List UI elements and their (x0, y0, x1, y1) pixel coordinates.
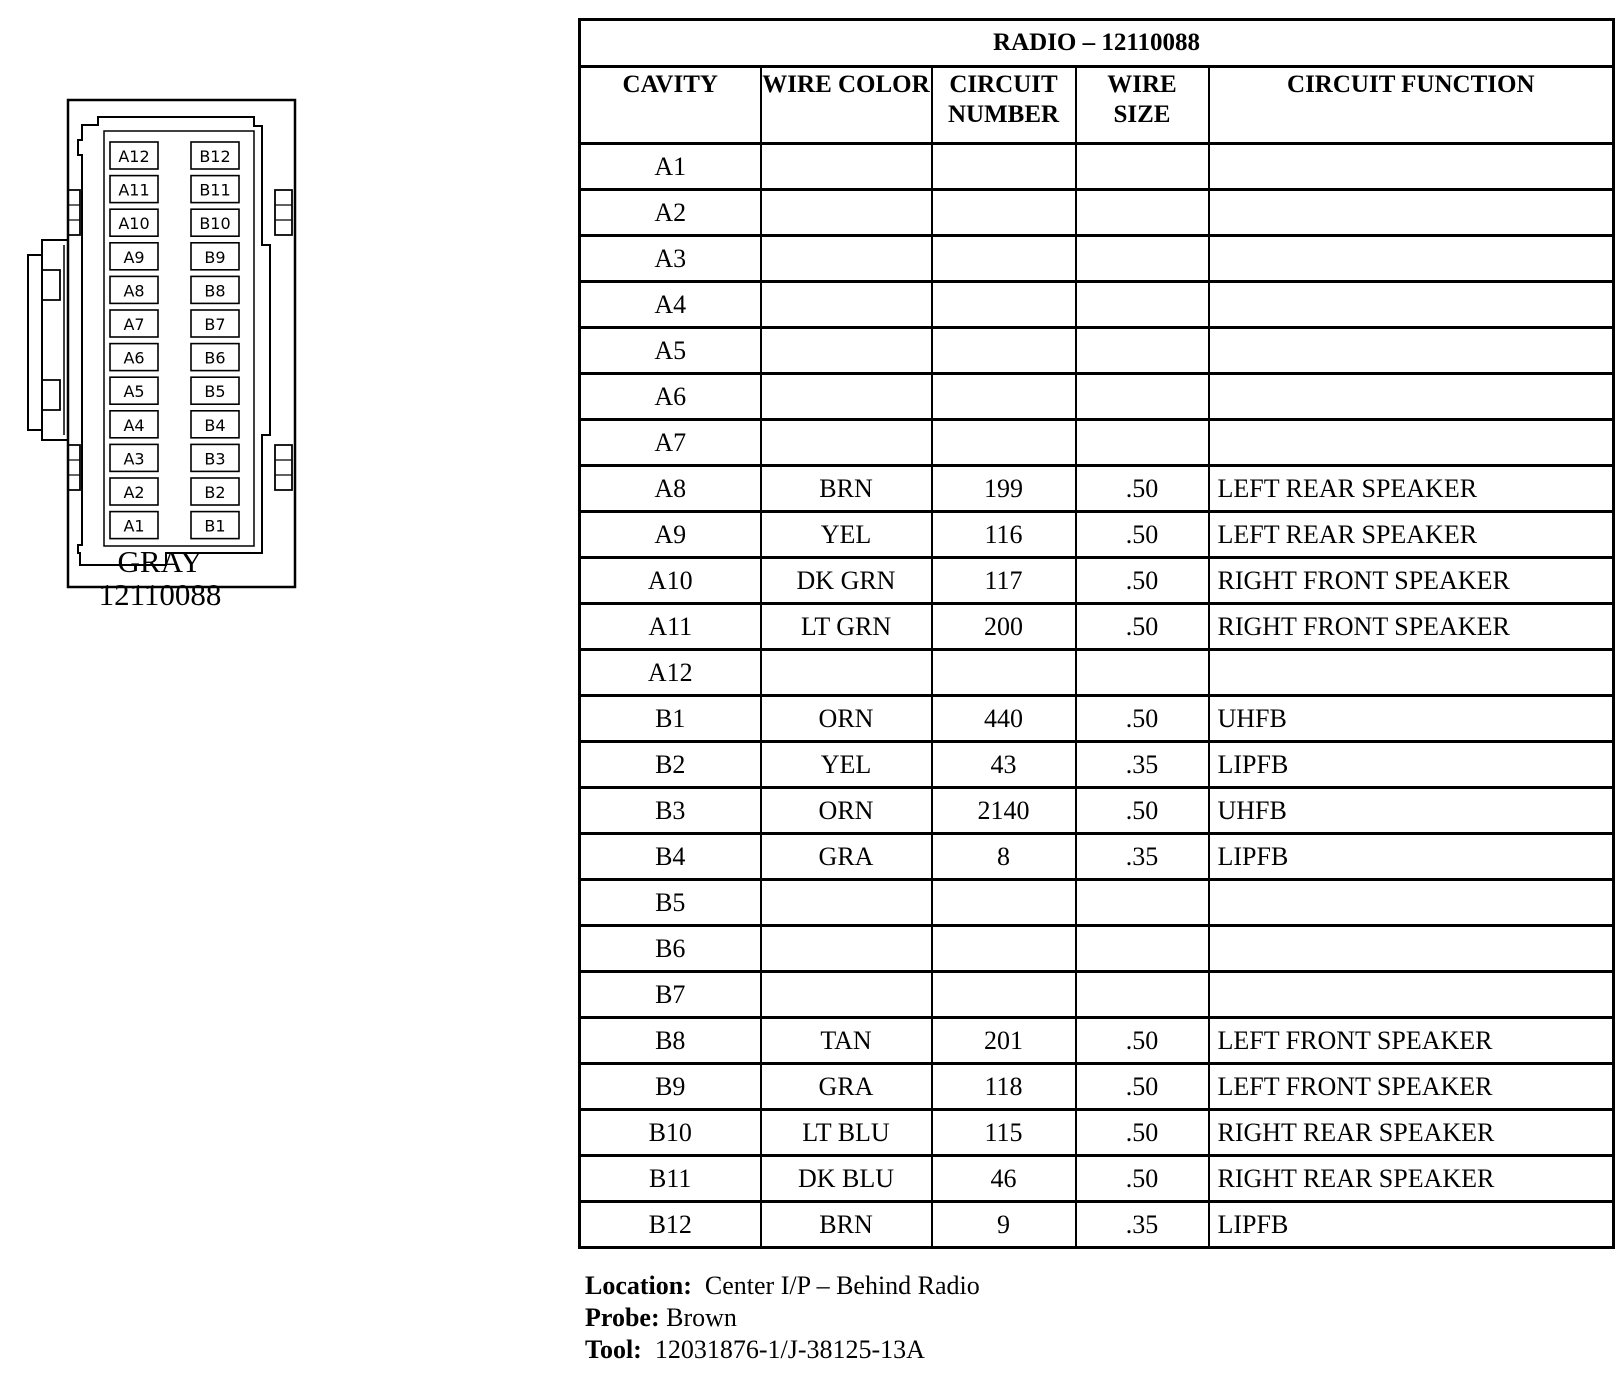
cell-wire-color: ORN (761, 696, 932, 742)
cell-wire-color (761, 328, 932, 374)
pin-label: B9 (204, 247, 226, 267)
cell-wire-size: .50 (1076, 604, 1209, 650)
cell-circuit-number: 46 (932, 1156, 1076, 1202)
cell-wire-size: .50 (1076, 1064, 1209, 1110)
cell-wire-size (1076, 926, 1209, 972)
cell-circuit-number: 8 (932, 834, 1076, 880)
pin-label: A5 (123, 382, 145, 402)
header-circuit-number: CIRCUIT NUMBER (932, 67, 1076, 144)
location-line (585, 1270, 980, 1302)
footer-info (585, 1270, 980, 1366)
cell-cavity: B5 (580, 880, 761, 926)
cell-circuit-function (1209, 926, 1614, 972)
cell-circuit-number (932, 420, 1076, 466)
pinout-table (578, 18, 1615, 1249)
cell-wire-size: .35 (1076, 742, 1209, 788)
cell-cavity: B8 (580, 1018, 761, 1064)
pin-label: A4 (123, 415, 145, 435)
pin-label: A10 (118, 214, 150, 234)
cell-circuit-function (1209, 190, 1614, 236)
cell-wire-size: .50 (1076, 512, 1209, 558)
pin-label: B12 (199, 147, 231, 166)
cell-circuit-function: LEFT REAR SPEAKER (1209, 512, 1614, 558)
cell-wire-size (1076, 972, 1209, 1018)
connector-caption (80, 545, 240, 611)
cell-wire-size: .50 (1076, 696, 1209, 742)
table-row (580, 1110, 1614, 1156)
cell-circuit-number: 9 (932, 1202, 1076, 1248)
table-row (580, 604, 1614, 650)
table-row (580, 880, 1614, 926)
table-row (580, 190, 1614, 236)
table-row (580, 328, 1614, 374)
connector-outline-icon (20, 95, 320, 615)
location-label: Location: (585, 1271, 692, 1300)
header-wire-color: WIRE COLOR (761, 67, 932, 144)
table-row (580, 1064, 1614, 1110)
cell-cavity: A9 (580, 512, 761, 558)
cell-wire-color: LT BLU (761, 1110, 932, 1156)
cell-wire-color: LT GRN (761, 604, 932, 650)
tool-label: Tool: (585, 1335, 642, 1364)
cell-wire-size (1076, 420, 1209, 466)
probe-value: Brown (666, 1303, 737, 1332)
tool-line (585, 1334, 980, 1366)
cell-wire-color: TAN (761, 1018, 932, 1064)
cell-circuit-number: 115 (932, 1110, 1076, 1156)
pin-label: A7 (123, 315, 145, 334)
cell-wire-color: BRN (761, 1202, 932, 1248)
cell-circuit-function: LEFT FRONT SPEAKER (1209, 1018, 1614, 1064)
cell-circuit-function (1209, 144, 1614, 190)
cell-wire-size: .50 (1076, 788, 1209, 834)
cell-circuit-function: LEFT FRONT SPEAKER (1209, 1064, 1614, 1110)
pin-label: B3 (204, 449, 226, 469)
cell-circuit-number: 43 (932, 742, 1076, 788)
cell-circuit-number (932, 926, 1076, 972)
pin-label: A1 (123, 516, 145, 536)
cell-circuit-function: LIPFB (1209, 834, 1614, 880)
cell-circuit-function: RIGHT REAR SPEAKER (1209, 1110, 1614, 1156)
cell-circuit-number: 201 (932, 1018, 1076, 1064)
connector-diagram (20, 95, 320, 615)
cell-wire-color: BRN (761, 466, 932, 512)
pin-label: A6 (123, 348, 145, 368)
table-row (580, 834, 1614, 880)
cell-wire-color (761, 190, 932, 236)
table-title: RADIO – 12110088 (580, 20, 1614, 67)
cell-cavity: A1 (580, 144, 761, 190)
cell-wire-size (1076, 190, 1209, 236)
cell-circuit-function: LEFT REAR SPEAKER (1209, 466, 1614, 512)
cell-wire-size (1076, 236, 1209, 282)
pin-label: A12 (118, 147, 150, 166)
pin-label: A9 (123, 247, 145, 267)
cell-circuit-number (932, 972, 1076, 1018)
cell-wire-color (761, 420, 932, 466)
cell-circuit-function: UHFB (1209, 788, 1614, 834)
table-row (580, 374, 1614, 420)
cell-circuit-number (932, 144, 1076, 190)
pin-label: B11 (199, 180, 231, 200)
table-row (580, 788, 1614, 834)
cell-circuit-function (1209, 236, 1614, 282)
cell-wire-size (1076, 374, 1209, 420)
cell-wire-color: DK BLU (761, 1156, 932, 1202)
cell-circuit-number: 117 (932, 558, 1076, 604)
cell-cavity: B4 (580, 834, 761, 880)
cell-wire-size: .35 (1076, 1202, 1209, 1248)
cell-wire-size: .50 (1076, 1110, 1209, 1156)
table-body (580, 144, 1614, 1248)
cell-circuit-number (932, 374, 1076, 420)
connector-part-number: 12110088 (98, 577, 222, 612)
cell-circuit-function (1209, 972, 1614, 1018)
cell-cavity: B1 (580, 696, 761, 742)
cell-circuit-function (1209, 650, 1614, 696)
cell-cavity: A3 (580, 236, 761, 282)
table-row (580, 420, 1614, 466)
cell-wire-color (761, 650, 932, 696)
pin-label: A8 (123, 281, 145, 301)
location-value: Center I/P – Behind Radio (704, 1271, 980, 1300)
table-row (580, 144, 1614, 190)
cell-cavity: B6 (580, 926, 761, 972)
cell-cavity: A5 (580, 328, 761, 374)
cell-circuit-function: RIGHT FRONT SPEAKER (1209, 604, 1614, 650)
cell-cavity: A6 (580, 374, 761, 420)
cell-circuit-function: UHFB (1209, 696, 1614, 742)
cell-wire-color (761, 374, 932, 420)
cell-circuit-function: LIPFB (1209, 1202, 1614, 1248)
cell-wire-size (1076, 282, 1209, 328)
cell-wire-size: .50 (1076, 466, 1209, 512)
cell-cavity: A2 (580, 190, 761, 236)
cell-wire-color (761, 926, 932, 972)
pin-label: B4 (204, 415, 226, 435)
table-row (580, 1202, 1614, 1248)
cell-circuit-function (1209, 328, 1614, 374)
cell-cavity: A8 (580, 466, 761, 512)
cell-cavity: B7 (580, 972, 761, 1018)
cell-circuit-function: RIGHT FRONT SPEAKER (1209, 558, 1614, 604)
cell-wire-size: .35 (1076, 834, 1209, 880)
table-row (580, 972, 1614, 1018)
cell-wire-color (761, 236, 932, 282)
cell-cavity: A11 (580, 604, 761, 650)
table-row (580, 1018, 1614, 1064)
table-row (580, 1156, 1614, 1202)
header-cavity: CAVITY (580, 67, 761, 144)
cell-circuit-function (1209, 420, 1614, 466)
cell-circuit-number (932, 282, 1076, 328)
cell-circuit-number: 199 (932, 466, 1076, 512)
cell-wire-color: YEL (761, 512, 932, 558)
cell-circuit-function (1209, 374, 1614, 420)
cell-circuit-function: LIPFB (1209, 742, 1614, 788)
cell-wire-color: YEL (761, 742, 932, 788)
header-circuit-function: CIRCUIT FUNCTION (1209, 67, 1614, 144)
pin-label: B8 (204, 281, 226, 301)
cell-wire-size (1076, 144, 1209, 190)
pin-label: A3 (123, 449, 145, 469)
cell-circuit-number (932, 190, 1076, 236)
cell-wire-color (761, 880, 932, 926)
pin-label: A11 (118, 180, 150, 200)
table-row (580, 926, 1614, 972)
cell-wire-color (761, 144, 932, 190)
cell-circuit-number (932, 650, 1076, 696)
cell-wire-color: GRA (761, 834, 932, 880)
cell-cavity: A4 (580, 282, 761, 328)
cell-wire-size: .50 (1076, 1156, 1209, 1202)
cell-wire-color: ORN (761, 788, 932, 834)
cell-circuit-number: 200 (932, 604, 1076, 650)
probe-line (585, 1302, 980, 1334)
cell-circuit-function: RIGHT REAR SPEAKER (1209, 1156, 1614, 1202)
table-row (580, 696, 1614, 742)
pin-label: A2 (123, 483, 145, 502)
cell-circuit-number: 440 (932, 696, 1076, 742)
cell-wire-color (761, 282, 932, 328)
table-row (580, 282, 1614, 328)
cell-wire-color: DK GRN (761, 558, 932, 604)
tool-value: 12031876-1/J-38125-13A (654, 1335, 925, 1364)
cell-wire-size (1076, 650, 1209, 696)
pin-label: B6 (204, 348, 226, 368)
connector-color-label: GRAY (117, 544, 203, 579)
cell-wire-size (1076, 328, 1209, 374)
pin-label: B2 (204, 483, 226, 502)
cell-cavity: B9 (580, 1064, 761, 1110)
table-row (580, 512, 1614, 558)
cell-cavity: B10 (580, 1110, 761, 1156)
cell-circuit-number (932, 328, 1076, 374)
probe-label: Probe: (585, 1303, 660, 1332)
cell-circuit-number (932, 880, 1076, 926)
cell-cavity: A10 (580, 558, 761, 604)
cell-cavity: B11 (580, 1156, 761, 1202)
header-wire-size: WIRE SIZE (1076, 67, 1209, 144)
cell-cavity: A12 (580, 650, 761, 696)
cell-wire-color: GRA (761, 1064, 932, 1110)
table-row (580, 742, 1614, 788)
pin-label: B1 (204, 516, 226, 536)
pin-label: B10 (199, 214, 231, 234)
cell-circuit-number (932, 236, 1076, 282)
cell-wire-size (1076, 880, 1209, 926)
table-row (580, 466, 1614, 512)
pin-label: B7 (204, 315, 226, 334)
table-row (580, 650, 1614, 696)
cell-cavity: B3 (580, 788, 761, 834)
cell-cavity: A7 (580, 420, 761, 466)
cell-circuit-number: 116 (932, 512, 1076, 558)
table-row (580, 236, 1614, 282)
cell-circuit-function (1209, 282, 1614, 328)
cell-cavity: B12 (580, 1202, 761, 1248)
cell-cavity: B2 (580, 742, 761, 788)
cell-circuit-number: 118 (932, 1064, 1076, 1110)
pin-label: B5 (204, 382, 226, 402)
cell-wire-size: .50 (1076, 1018, 1209, 1064)
table-row (580, 558, 1614, 604)
cell-circuit-number: 2140 (932, 788, 1076, 834)
cell-wire-size: .50 (1076, 558, 1209, 604)
cell-circuit-function (1209, 880, 1614, 926)
cell-wire-color (761, 972, 932, 1018)
